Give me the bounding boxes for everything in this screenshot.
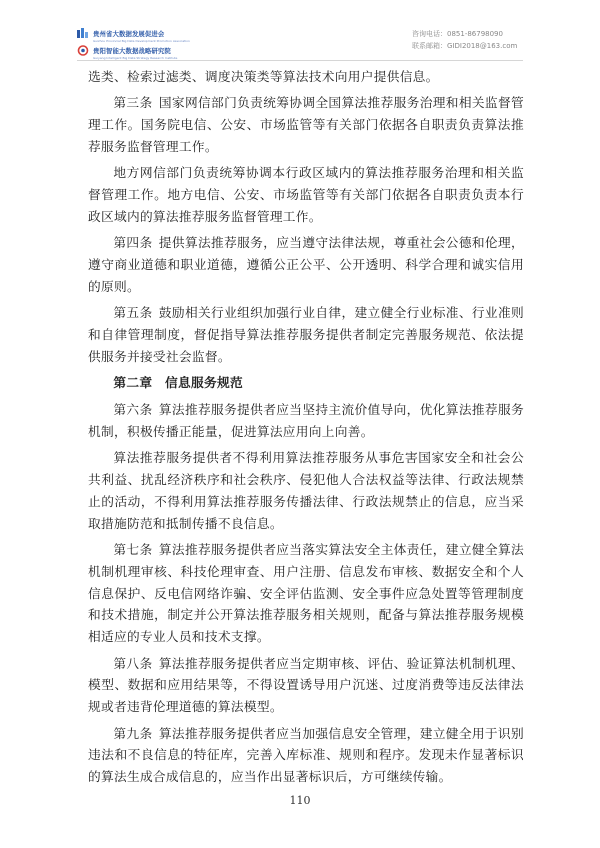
phone-label: 咨询电话: [412, 30, 440, 38]
contact-info: [412, 28, 517, 52]
paragraph-text: 地方网信部门负责统筹协调本行政区域内的算法推荐服务治理和相关监督管理工作。地方电信、公安、市场监管等有关部门依据各自职责负责本行政区域内的算法推荐服务监督管理工作。: [88, 165, 524, 225]
paragraph: [88, 162, 524, 228]
document-body: [88, 66, 524, 793]
article-4: [88, 232, 524, 298]
article-9: [88, 723, 524, 789]
page-number: 110: [289, 794, 311, 807]
institute-name: 贵阳智能大数据战略研究院: [93, 47, 171, 55]
institute-name-en: Guiyang Intelligent Big Data Strategy Research Institute: [93, 56, 178, 60]
email-address: GIDI2018@163.com: [447, 42, 518, 50]
organization-logos: [77, 27, 247, 60]
article-3: [88, 92, 524, 158]
association-name-en: Guizhou Provincial Big Data Development Promotion Association: [93, 39, 190, 43]
page-header: [0, 0, 600, 58]
association-name: 贵州省大数据发展促进会: [93, 30, 165, 38]
chapter-label: 第二章: [113, 375, 153, 391]
email-colon: ：: [440, 42, 447, 50]
paragraph: [88, 447, 524, 534]
paragraph-text: 选类、检索过滤类、调度决策类等算法技术向用户提供信息。: [88, 69, 439, 84]
article-text: 国家网信部门负责统筹协调全国算法推荐服务治理和相关监督管理工作。国务院电信、公安、市场监管等有关部门依据各自职责负责算法推荐服务监督管理工作。: [88, 95, 524, 155]
article-text: 算法推荐服务提供者应当落实算法安全主体责任，建立健全算法机制机理审核、科技伦理审查、用户注册、信息发布审核、数据安全和个人信息保护、反电信网络诈骗、安全评估监测、安全事件应急处置等管理制度和技术措施，制定并公开算法推荐服务相关规则，配备与算法推荐服务规模相适应的专业人员和技术支撑。: [88, 541, 524, 645]
institute-logo-icon: [77, 45, 89, 56]
article-text: 提供算法推荐服务，应当遵守法律法规，尊重社会公德和伦理，遵守商业道德和职业道德，遵循公正公平、公开透明、科学合理和诚实信用的原则。: [88, 235, 524, 295]
header-divider: [77, 60, 523, 61]
phone-colon: ：: [440, 30, 447, 38]
article-label: 第七条: [113, 541, 153, 557]
article-text: 算法推荐服务提供者应当坚持主流价值导向，优化算法推荐服务机制，积极传播正能量，促进算法应用向上向善。: [88, 401, 524, 439]
email-label: 联系邮箱: [412, 42, 440, 50]
article-label: 第五条: [113, 305, 153, 321]
article-label: 第三条: [113, 95, 153, 111]
article-text: 鼓励相关行业组织加强行业自律，建立健全行业标准、行业准则和自律管理制度，督促指导算法推荐服务提供者制定完善服务规范、依法提供服务并接受社会监督。: [88, 305, 524, 365]
article-label: 第六条: [113, 401, 153, 417]
article-label: 第九条: [113, 725, 153, 741]
article-label: 第四条: [113, 235, 153, 251]
article-8: [88, 653, 524, 719]
article-label: 第八条: [113, 655, 153, 671]
article-7: [88, 539, 524, 648]
paragraph: [88, 66, 524, 88]
chapter-heading: [88, 372, 524, 394]
article-text: 算法推荐服务提供者应当定期审核、评估、验证算法机制机理、模型、数据和应用结果等，不得设置诱导用户沉迷、过度消费等违反法律法规或者违背伦理道德的算法模型。: [88, 655, 524, 715]
association-logo-icon: [77, 28, 89, 39]
article-text: 算法推荐服务提供者应当加强信息安全管理，建立健全用于识别违法和不良信息的特征库，完善入库标准、规则和程序。发现未作显著标识的算法生成合成信息的，应当作出显著标识后，方可继续传输。: [88, 725, 524, 785]
article-5: [88, 302, 524, 368]
phone-number: 0851-86798090: [447, 30, 503, 38]
paragraph-text: 算法推荐服务提供者不得利用算法推荐服务从事危害国家安全和社会公共利益、扰乱经济秩序和社会秩序、侵犯他人合法权益等法律、行政法规禁止的活动，不得利用算法推荐服务传播法律、行政法规禁止的信息，应当采取措施防范和抵制传播不良信息。: [88, 450, 524, 531]
phone-line: [412, 28, 517, 40]
chapter-title: 信息服务规范: [165, 375, 243, 391]
article-6: [88, 399, 524, 443]
email-line: [412, 40, 517, 52]
